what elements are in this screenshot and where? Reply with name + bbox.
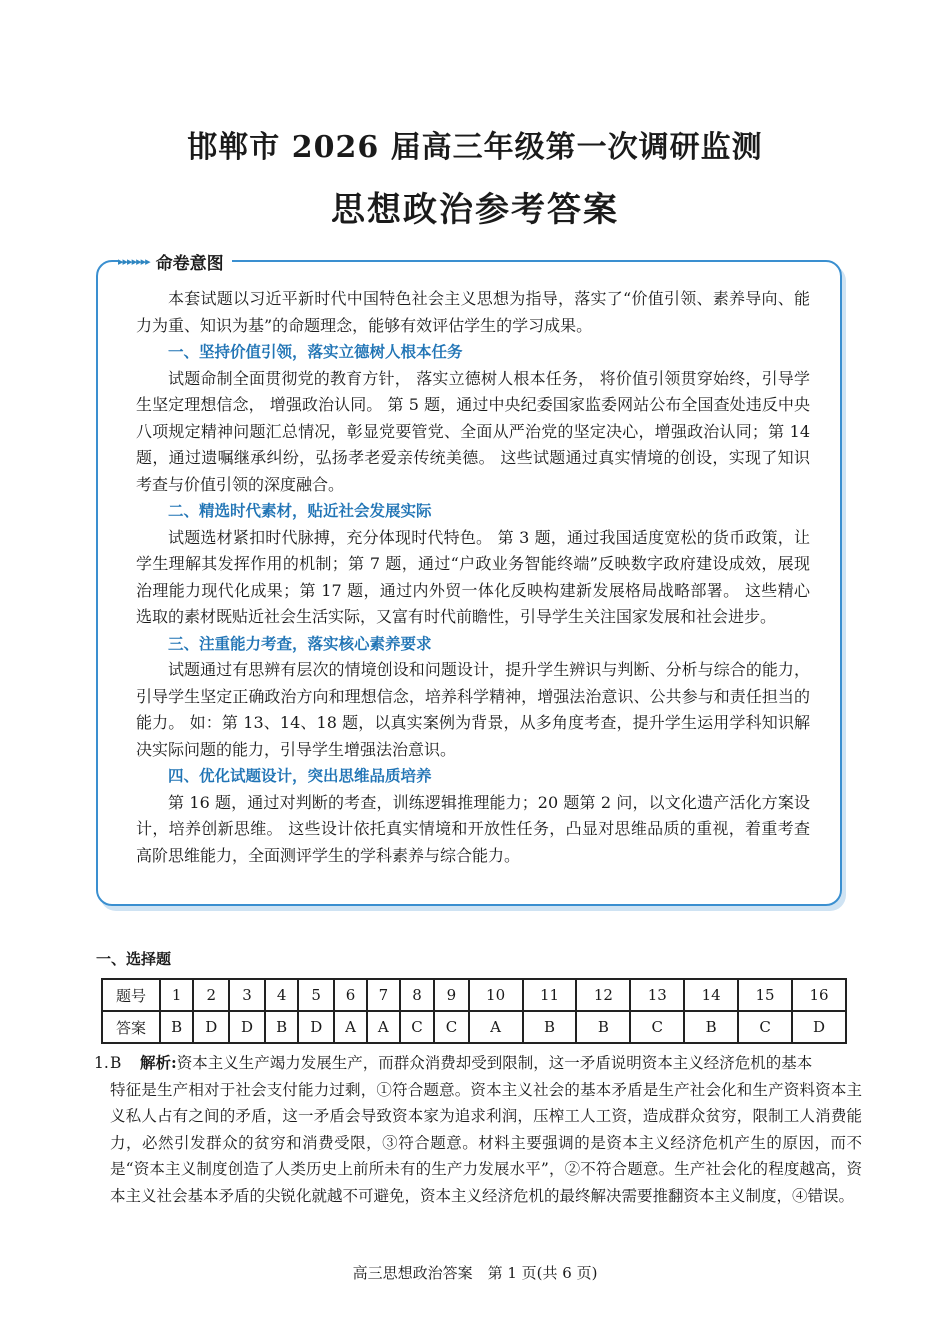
question-number: 1 (160, 979, 193, 1011)
question-number: 5 (298, 979, 334, 1011)
section-heading: 三、注重能力考查，落实核心素养要求 (168, 634, 432, 653)
answer-cell: A (334, 1011, 367, 1043)
question-number: 6 (334, 979, 367, 1011)
question-number: 2 (193, 979, 229, 1011)
answer-cell: D (193, 1011, 229, 1043)
answer-cell: C (400, 1011, 434, 1043)
row-label-questions: 题号 (102, 979, 160, 1011)
section-heading: 二、精选时代素材，贴近社会发展实际 (168, 502, 432, 520)
multiple-choice-heading: 一、选择题 (96, 950, 172, 968)
question-number: 16 (792, 979, 846, 1011)
question-answer: B (110, 1054, 122, 1072)
row-label-answers: 答案 (102, 1011, 160, 1043)
section-body: 试题选材紧扣时代脉搏，充分体现时代特色。 第 3 题，通过我国适度宽松的货币政策，让学生理解其发挥作用的机制；第 7 题，通过“户政业务智能终端”反映数字政府建设成效，展现治理能力现代化成果；第 17 题，通过内外贸一体化反映构建新发展格局战略部署。 这些精心选取的素材既贴近社会生活实际，又富有时代前瞻性，引导学生关注国家发展和社会进步。 (136, 527, 810, 626)
question-number: 15 (738, 979, 792, 1011)
question-number: 1. (94, 1054, 109, 1072)
answer-cell: B (684, 1011, 738, 1043)
answer-cell: C (434, 1011, 468, 1043)
answer-cell: D (229, 1011, 265, 1043)
answer-cell: A (367, 1011, 400, 1043)
question-number: 10 (469, 979, 523, 1011)
answer-row (102, 1011, 846, 1043)
answer-cell: B (160, 1011, 193, 1043)
page-subtitle: 思想政治参考答案 (331, 190, 619, 230)
question-number: 12 (576, 979, 630, 1011)
section-heading: 一、坚持价值引领，落实立德树人根本任务 (168, 343, 463, 361)
answer-cell: D (298, 1011, 334, 1043)
question-number: 11 (523, 979, 577, 1011)
answer-cell: B (523, 1011, 577, 1043)
answer-cell: D (792, 1011, 846, 1043)
section-body: 第 16 题，通过对判断的考查，训练逻辑推理能力；20 题第 2 问，以文化遗产活化方案设计，培养创新思维。 这些设计依托真实情境和开放性任务，凸显对思维品质的重视，着重考查高阶思维能力，全面测评学生的学科素养与综合能力。 (136, 792, 810, 865)
answer-cell: B (576, 1011, 630, 1043)
section-heading: 四、优化试题设计，突出思维品质培养 (168, 767, 432, 785)
intent-header (118, 250, 232, 272)
answer-cell: C (630, 1011, 684, 1043)
answer-cell: B (265, 1011, 298, 1043)
explanation-first-line: 资本主义生产竭力发展生产，而群众消费却受到限制，这一矛盾说明资本主义经济危机的基本 (176, 1054, 813, 1072)
question-number: 3 (229, 979, 265, 1011)
section-body: 试题通过有思辨有层次的情境创设和问题设计，提升学生辨识与判断、分析与综合的能力，引导学生坚定正确政治方向和理想信念，培养科学精神，增强法治意识、公共参与和责任担当的能力。 如：第 13、14、18 题，以真实案例为背景，从多角度考查，提升学生运用学科知识解决实际问题的能力，引导学生增强法治意识。 (136, 660, 810, 759)
section-body: 试题命制全面贯彻党的教育方针， 落实立德树人根本任务， 将价值引领贯穿始终，引导学生坚定理想信念， 增强政治认同。 第 5 题，通过中央纪委国家监委网站公布全国查处违反中央八项规定精神问题汇总情况，彰显党要管党、全面从严治党的坚定决心，增强政治认同；第 14 题，通过遗嘱继承纠纷，弘扬孝老爱亲传统美德。 这些试题通过真实情境的创设，实现了知识考查与价值引领的深度融合。 (136, 368, 810, 494)
question-number: 14 (684, 979, 738, 1011)
arrows-icon: ▸▸▸▸▸▸▸ (118, 254, 150, 268)
intent-intro: 本套试题以习近平新时代中国特色社会主义思想为指导，落实了“价值引领、素养导向、能力为重、知识为基”的命题理念，能够有效评估学生的学习成果。 (136, 289, 810, 335)
answer-cell: C (738, 1011, 792, 1043)
question-number: 8 (400, 979, 434, 1011)
explanation-q1 (94, 1050, 862, 1209)
question-number: 7 (367, 979, 400, 1011)
page-title: 邯郸市 2026 届高三年级第一次调研监测 (187, 130, 763, 165)
explanation-label: 解析: (140, 1053, 177, 1072)
question-number: 4 (265, 979, 298, 1011)
page-footer: 高三思想政治答案 第 1 页(共 6 页) (352, 1264, 598, 1282)
answer-cell: A (469, 1011, 523, 1043)
explanation-text: 特征是生产相对于社会支付能力过剩，①符合题意。资本主义社会的基本矛盾是生产社会化和生产资料资本主义私人占有之间的矛盾，这一矛盾会导致资本家为追求利润，压榨工人工资，造成群众贫穷，限制工人消费能力，必然引发群众的贫穷和消费受限，③符合题意。材料主要强调的是资本主义经济危机产生的原因，而不是“资本主义制度创造了人类历史上前所未有的生产力发展水平”，②不符合题意。生产社会化的程度越高，资本主义社会基本矛盾的尖锐化就越不可避免，资本主义经济危机的最终解决需要推翻资本主义制度，④错误。 (110, 1080, 862, 1205)
question-number-row (102, 979, 846, 1011)
question-number: 13 (630, 979, 684, 1011)
answer-table (101, 978, 847, 1044)
question-number: 9 (434, 979, 468, 1011)
intent-box (96, 260, 842, 906)
intent-title: 命卷意图 (155, 253, 224, 274)
